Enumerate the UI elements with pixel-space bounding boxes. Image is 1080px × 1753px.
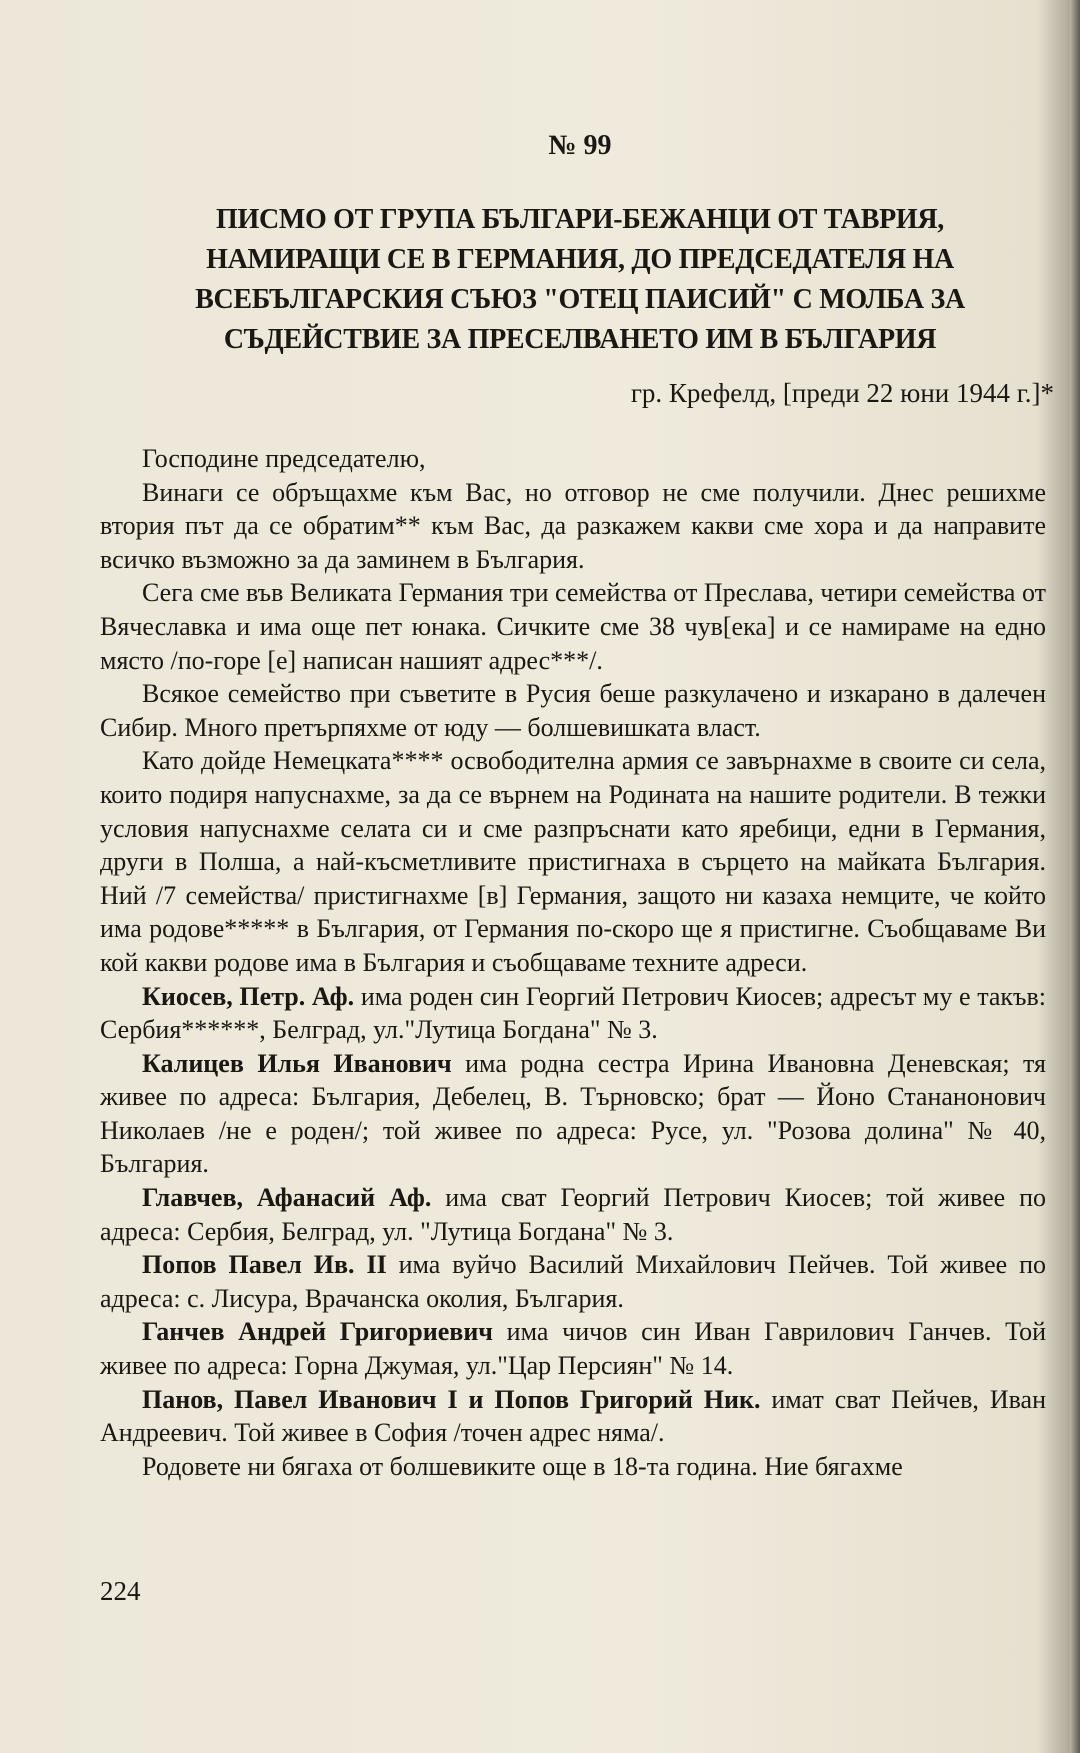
paragraph: Като дойде Немецката**** освободителна армия се завърнахме в своите си села, които подиря напуснахме, за да се върнем на Родината на нашите родители. В тежки условия напуснахме селата си и сме разпръснати като яребици, едни в Германия, други в Полша, а най-късметливите пристигнаха в сърцето на майката България. Ний /7 семейства/ пристигнахме [в] Германия, защото ни казаха немците, че който има родове***** в България, от Германия по-скоро ще я пристигне. Съобщаваме Ви кой какви родове има в България и съобщаваме техните адреси. [100,746,1046,977]
entry-text: има родна сестра Ирина Ивановна Деневская; тя живее по адреса: България, Дебелец, В. Търновско; брат — Йоно Стананонович Николаев /не е роден/; той живее по адреса: Русе, ул. "Розова долина" № 40, България. [100,1048,1046,1179]
entry-name: Попов Павел Ив. II [142,1250,387,1280]
salutation: Господине председателю, [142,444,426,473]
relative-entry [100,1181,1046,1248]
document-number: № 99 [548,130,612,161]
entry-name: Панов, Павел Иванович I и Попов Григорий Ник. [142,1384,761,1414]
title-line: ВСЕБЪЛГАРСКИЯ СЪЮЗ "ОТЕЦ ПАИСИЙ" С МОЛБА ЗА [195,284,965,315]
entry-text: има роден син Георгий Петрович Киосев; адресът му е такъв: Сербия******, Белград, ул."Лутица Богдана" № 3. [100,981,1046,1045]
entry-name: Главчев, Афанасий Аф. [142,1183,432,1213]
entry-text: има вуйчо Василий Михайлович Пейчев. Той живее по адреса: с. Лисура, Врачанска околия, България. [100,1250,1046,1313]
relative-entry [100,1248,1046,1315]
relative-entry [100,1315,1046,1382]
paragraph: Винаги се обръщахме към Вас, но отговор не сме получили. Днес решихме втория път да се обратим** към Вас, да разкажем какви сме хора и да направите всичко възможно за да заминем в България. [100,477,1046,574]
paragraph: Сега сме във Великата Германия три семейства от Преслава, четири семейства от Вячеславка и има още пет юнака. Сичките сме 38 чув[ека] и се намираме на едно място /по-горе [е] написан нашият адрес***/. [100,578,1046,675]
title-line: СЪДЕЙСТВИЕ ЗА ПРЕСЕЛВАНЕТО ИМ В БЪЛГАРИЯ [223,324,937,355]
paragraph: Всякое семейство при съветите в Русия беше разкулачено и изкарано в далечен Сибир. Много претърпяхме от юду — болшевишката власт. [100,679,1046,742]
entry-text: има сват Георгий Петрович Киосев; той живее по адреса: Сербия, Белград, ул. "Лутица Богдана" № 3. [100,1183,1046,1246]
entry-name: Ганчев Андрей Григориевич [142,1317,493,1347]
relative-entry [100,980,1046,1047]
entry-name: Калицев Илья Иванович [142,1048,452,1078]
title-line: ПИСМО ОТ ГРУПА БЪЛГАРИ-БЕЖАНЦИ ОТ ТАВРИЯ, [215,204,944,235]
relative-entry [100,1047,1046,1181]
relative-entry [100,1383,1046,1450]
page-edge-shadow [1070,0,1080,1753]
document-title [140,200,1020,360]
page-number: 224 [100,1576,141,1606]
letter-body [100,442,1046,1483]
entry-name: Киосев, Петр. Аф. [142,981,355,1011]
dateline: гр. Крефелд, [преди 22 юни 1944 г.]* [630,378,1054,408]
entry-text: имат сват Пейчев, Иван Андреевич. Той живее в София /точен адрес няма/. [100,1384,1046,1448]
paragraph: Родовете ни бягаха от болшевиките още в 18-та година. Ние бягахме [142,1451,903,1481]
entry-text: има чичов син Иван Гаврилович Ганчев. Той живее по адреса: Горна Джумая, ул."Цар Персиян" № 14. [100,1317,1046,1381]
title-line: НАМИРАЩИ СЕ В ГЕРМАНИЯ, ДО ПРЕДСЕДАТЕЛЯ НА [206,244,954,275]
